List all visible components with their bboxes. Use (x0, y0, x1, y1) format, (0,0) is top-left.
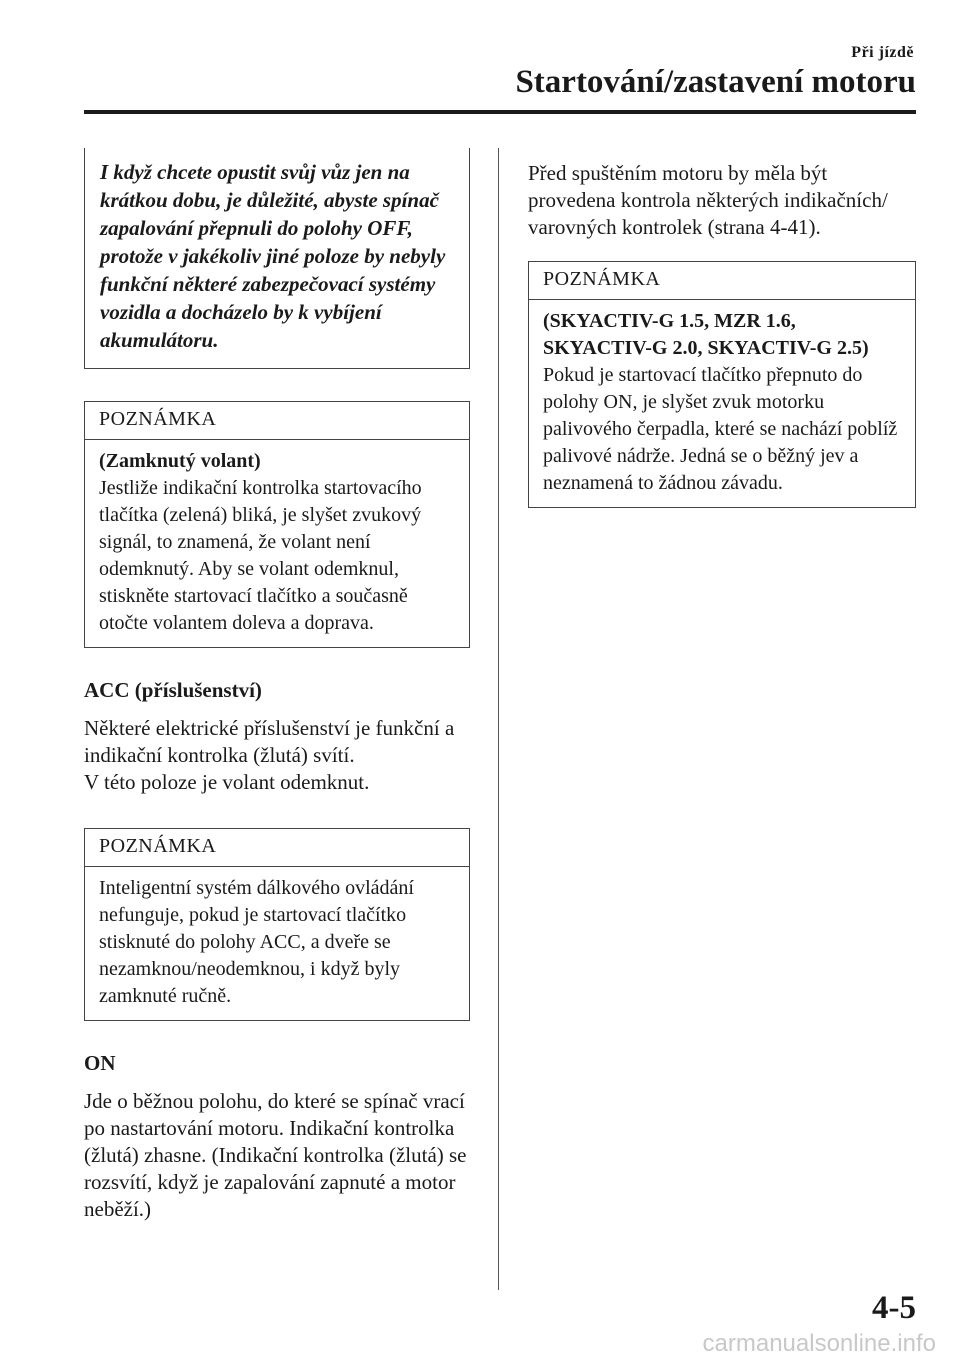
note-body (85, 440, 469, 647)
warning-text: I když chcete opustit svůj vůz jen na krátkou dobu, je důležité, abyste spínač zapalování přepnuli do polohy OFF, protože v jakékoliv jiné poloze by nebyly funkční některé zabezpečovací systémy vozidla a docházelo by k vybíjení akumulátoru. (100, 160, 446, 352)
note-box-fuel-pump (528, 261, 916, 508)
column-divider (498, 148, 499, 1290)
page-number: 4-5 (872, 1290, 916, 1326)
note-text: Inteligentní systém dálkového ovládání nefunguje, pokud je startovací tlačítko stisknuté do polohy ACC, a dveře se nezamknou/neodemknou, i když byly zamknuté ručně. (99, 877, 414, 1007)
page-title: Startování/zastavení motoru (515, 64, 916, 100)
note-body (85, 867, 469, 1020)
note-heading: POZNÁMKA (529, 262, 915, 300)
note-subheading: (SKYACTIV-G 1.5, MZR 1.6, SKYACTIV-G 2.0, SKYACTIV-G 2.5) (543, 310, 869, 359)
left-column (84, 152, 470, 1223)
note-text: Jestliže indikační kontrolka startovacího tlačítka (zelená) bliká, je slyšet zvukový signál, to znamená, že volant není odemknutý. Aby se volant odemknul, stiskněte startovací tlačítko a současně otočte volantem doleva a doprava. (99, 477, 422, 634)
warning-box (84, 148, 470, 369)
watermark: carmanualsonline.info (702, 1330, 936, 1357)
on-text: Jde o běžnou polohu, do které se spínač vrací po nastartování motoru. Indikační kontrolka (žlutá) zhasne. (Indikační kontrolka (žlutá) se rozsvítí, když je zapalování zapnuté a motor neběží.) (84, 1089, 467, 1221)
intro-text: Před spuštěním motoru by měla být provedena kontrola některých indikačních/ varovných kontrolek (strana 4-41). (528, 161, 888, 239)
header-section-label: Při jízdě (851, 44, 914, 61)
note-box-remote-control (84, 828, 470, 1021)
note-body (529, 300, 915, 507)
note-subheading: (Zamknutý volant) (99, 450, 261, 472)
right-column (528, 152, 916, 508)
note-text: Pokud je startovací tlačítko přepnuto do polohy ON, je slyšet zvuk motorku palivového čerpadla, které se nachází poblíž palivové nádrže. Jedná se o běžný jev a neznamená to žádnou závadu. (543, 364, 898, 494)
header-rule (84, 110, 916, 114)
acc-text: Některé elektrické příslušenství je funkční a indikační kontrolka (žlutá) svítí. V této poloze je volant odemknut. (84, 716, 455, 794)
on-heading: ON (84, 1051, 116, 1075)
note-heading: POZNÁMKA (85, 402, 469, 440)
note-heading: POZNÁMKA (85, 829, 469, 867)
note-box-steering-lock (84, 401, 470, 648)
acc-heading: ACC (příslušenství) (84, 678, 262, 702)
